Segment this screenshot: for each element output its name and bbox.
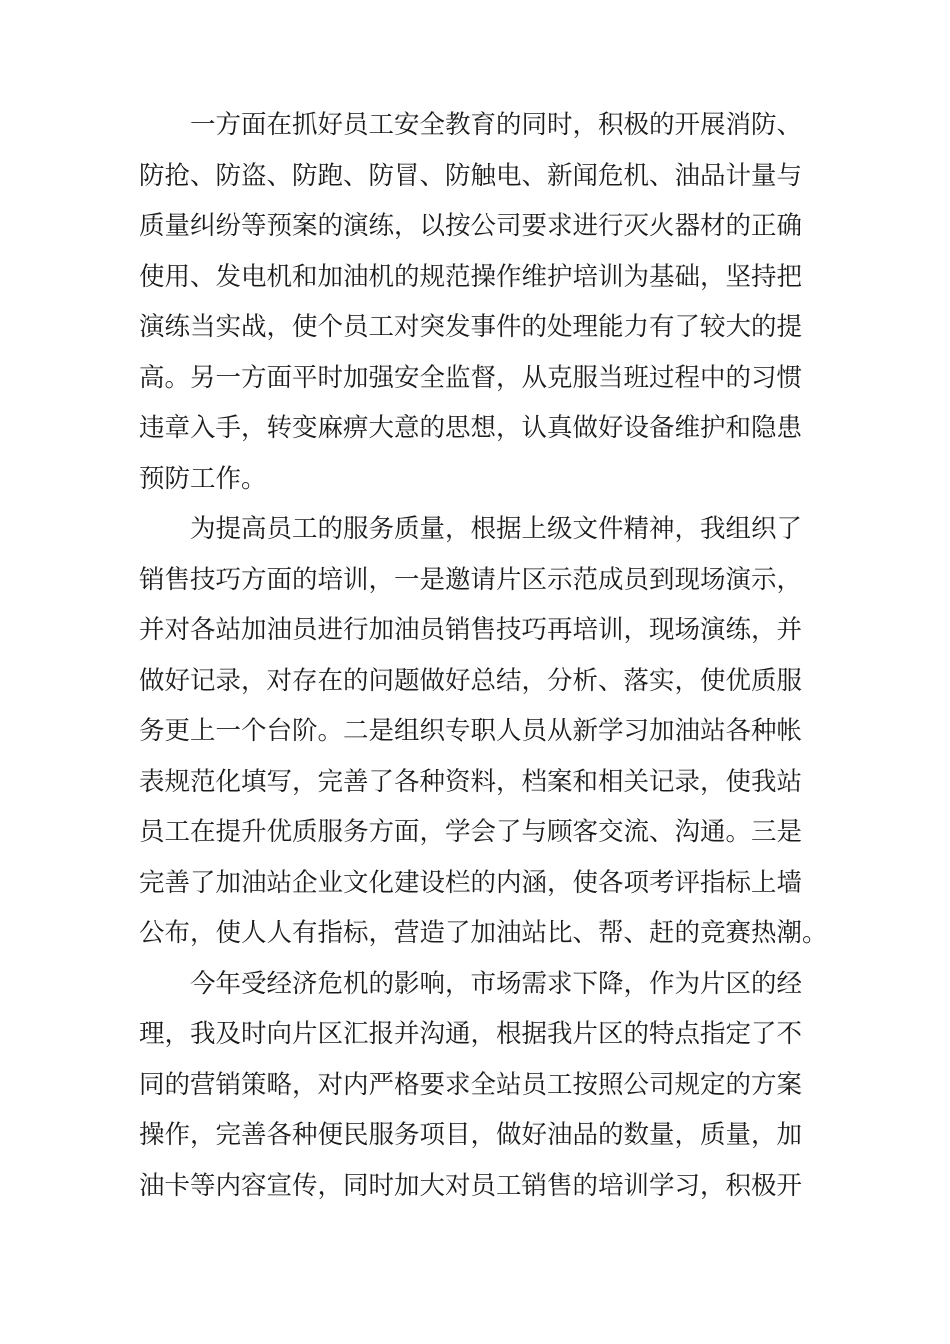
text-line: 员工在提升优质服务方面，学会了与顾客交流、沟通。三是 [139, 817, 803, 847]
text-line: 防抢、防盗、防跑、防冒、防触电、新闻危机、油品计量与 [139, 160, 803, 191]
text-line: 公布，使人人有指标，营造了加油站比、帮、赶的竞赛热潮。 [139, 918, 828, 948]
text-line: 演练当实战，使个员工对突发事件的处理能力有了较大的提 [139, 312, 803, 342]
text-line: 违章入手，转变麻痹大意的思想，认真做好设备维护和隐患 [139, 413, 803, 443]
text-line: 今年受经济危机的影响，市场需求下降，作为片区的经 [190, 968, 803, 999]
text-line: 质量纠纷等预案的演练，以按公司要求进行灭火器材的正确 [139, 211, 803, 241]
text-line: 一方面在抓好员工安全教育的同时，积极的开展消防、 [190, 110, 803, 140]
text-line: 完善了加油站企业文化建设栏的内涵，使各项考评指标上墙 [139, 867, 803, 898]
text-line: 高。另一方面平时加强安全监督，从克服当班过程中的习惯 [139, 362, 803, 393]
paragraph-safety-training [139, 100, 819, 504]
paragraph-marketing-strategy [139, 959, 819, 1212]
text-line: 务更上一个台阶。二是组织专职人员从新学习加油站各种帐 [139, 716, 803, 746]
text-line: 理，我及时向片区汇报并沟通，根据我片区的特点指定了不 [139, 1019, 803, 1049]
text-line: 同的营销策略，对内严格要求全站员工按照公司规定的方案 [139, 1069, 803, 1100]
text-line: 操作，完善各种便民服务项目，做好油品的数量，质量，加 [139, 1120, 803, 1150]
paragraph-service-quality [139, 504, 828, 959]
document-body [139, 100, 828, 1211]
text-line: 为提高员工的服务质量，根据上级文件精神，我组织了 [190, 514, 803, 544]
text-line: 油卡等内容宣传，同时加大对员工销售的培训学习，积极开 [139, 1170, 803, 1201]
text-line: 表规范化填写，完善了各种资料，档案和相关记录，使我站 [139, 766, 803, 797]
text-line: 并对各站加油员进行加油员销售技巧再培训，现场演练，并 [139, 615, 803, 645]
text-line: 使用、发电机和加油机的规范操作维护培训为基础，坚持把 [139, 261, 803, 292]
text-line: 预防工作。 [139, 463, 267, 494]
text-line: 销售技巧方面的培训，一是邀请片区示范成员到现场演示， [139, 564, 803, 595]
text-line: 做好记录，对存在的问题做好总结，分析、落实，使优质服 [139, 665, 803, 696]
